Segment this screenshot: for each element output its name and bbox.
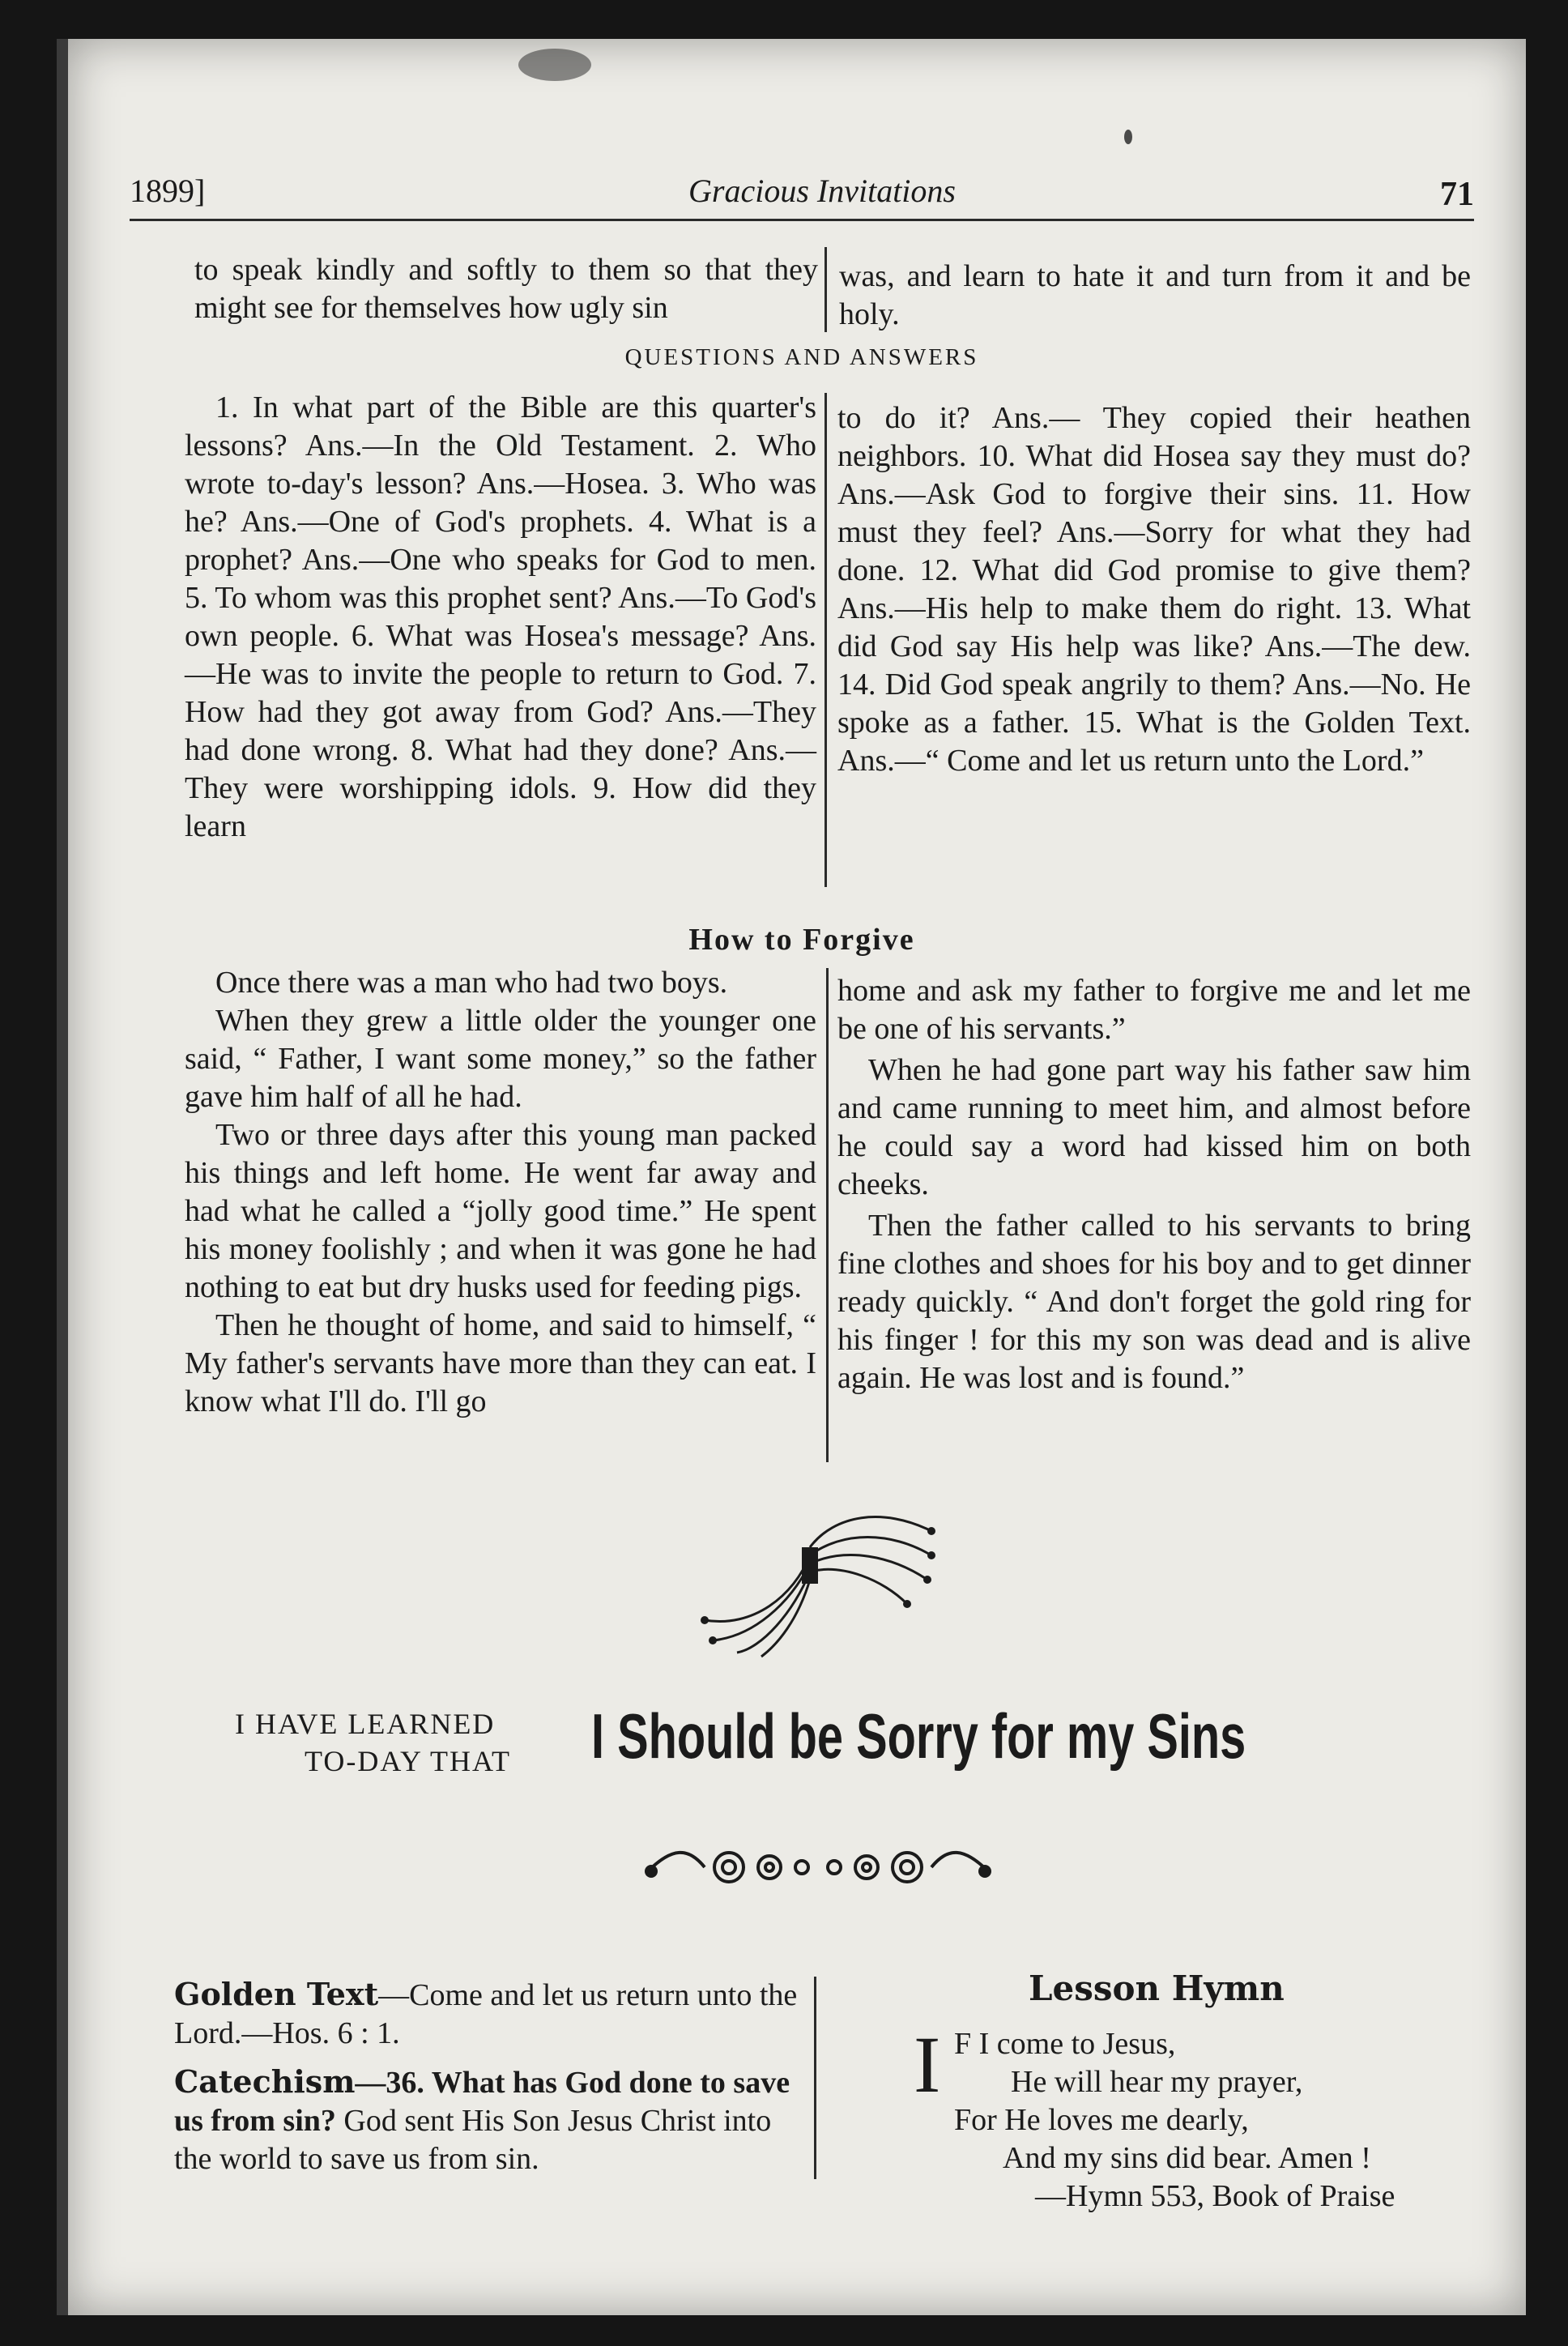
story-paragraph: When they grew a little older the younger one said, “ Father, I want some money,” so the father gave him half of all he had. xyxy=(185,1004,816,1114)
running-header xyxy=(130,154,1474,221)
story-title: How to Forgive xyxy=(688,923,915,957)
hymn-line: He will hear my prayer, xyxy=(1011,2065,1303,2099)
hymn-title: Lesson Hymn xyxy=(1029,1969,1285,2008)
learned-statement: I Should be Sorry for my Sins xyxy=(591,1700,1246,1772)
learned-line-1: I HAVE LEARNED xyxy=(235,1708,496,1740)
story-paragraph: home and ask my father to forgive me and let me be one of his servants.” xyxy=(837,974,1471,1046)
golden-text-label: Golden Text xyxy=(174,1976,379,2012)
catechism-label: Catechism xyxy=(174,2063,356,2100)
catechism xyxy=(174,2062,806,2178)
hymn-line: For He loves me dearly, xyxy=(954,2103,1249,2137)
continuation-right xyxy=(839,258,1471,334)
hymn-dropcap: I xyxy=(914,2020,941,2109)
qa-left-column xyxy=(185,389,816,846)
scan-smudge xyxy=(518,49,591,81)
column-divider xyxy=(824,393,827,887)
story-paragraph: Once there was a man who had two boys. xyxy=(215,966,728,1000)
golden-text-body: —Come and let us return unto the Lord.—Hos. 6 : 1. xyxy=(174,1978,798,2050)
page-number: 71 xyxy=(1440,176,1474,213)
golden-text-block xyxy=(174,1975,806,2178)
hymn-block xyxy=(914,2020,1448,2216)
qa-right-column xyxy=(837,399,1471,780)
story-right-column xyxy=(837,972,1471,1397)
continuation-left xyxy=(194,251,818,327)
story-paragraph: Two or three days after this young man packed his things and left home. He went far away and had what he called a “jolly good time.” He spent his money foolishly ; and when it was gone he had nothing to eat but dry husks used for feeding pigs. xyxy=(185,1118,816,1304)
learned-line-2: TO-DAY THAT xyxy=(305,1745,512,1777)
hymn-attribution: —Hymn 553, Book of Praise xyxy=(1035,2179,1395,2213)
qa-left-text: 1. In what part of the Bible are this quarter's lessons? Ans.—In the Old Testament. 2. Who wrote to-day's lesson? Ans.—Hosea. 3. Who was he? Ans.—One of God's prophets. 4. What is a prophet? Ans.—One who speaks for God to men. 5. To whom was this prophet sent? Ans.—To God's own people. 6. What was Hosea's message? Ans.—He was to invite the people to return to God. 7. How had they got away from God? Ans.—They had done wrong. 8. What had they done? Ans.—They were worshipping idols. 9. How did they learn xyxy=(185,390,816,843)
header-year: 1899] xyxy=(130,173,206,209)
column-divider xyxy=(824,247,827,332)
qa-right-text: to do it? Ans.— They copied their heathen neighbors. 10. What did Hosea say they must do? Ans.—Ask God to forgive their sins. 11. How must they feel? Ans.—Sorry for what they had done. 12. What did God promise to give them? Ans.—His help to make them do right. 13. What did God say His help was like? Ans.—The dew. 14. Did God speak angrily to them? Ans.—No. He spoke as a father. 15. What is the Golden Text. Ans.—“ Come and let us return unto the Lord.” xyxy=(837,401,1471,778)
story-left-column xyxy=(185,964,816,1421)
catechism-question: —36. What has God done to save us from sin? xyxy=(174,2066,790,2138)
qa-heading: QUESTIONS AND ANSWERS xyxy=(624,344,979,370)
scan-smudge xyxy=(1124,130,1132,144)
hymn-line: And my sins did bear. Amen ! xyxy=(1003,2141,1371,2175)
hymn-line: F I come to Jesus, xyxy=(954,2027,1176,2061)
continuation-right-text: was, and learn to hate it and turn from it and be holy. xyxy=(839,259,1471,331)
continuation-left-text: to speak kindly and softly to them so that they might see for themselves how ugly sin xyxy=(194,253,818,325)
scroll-ornament xyxy=(640,1839,996,1896)
swirl-ornament xyxy=(688,1499,956,1661)
story-paragraph: Then the father called to his servants to bring fine clothes and shoes for his boy and to get dinner ready quickly. “ And don't forget the gold ring for his finger ! for this my son was dead and is alive again. He was lost and is found.” xyxy=(837,1209,1471,1395)
story-paragraph: When he had gone part way his father saw him and came running to meet him, and almost before he could say a word had kissed him on both cheeks. xyxy=(837,1053,1471,1201)
learned-label xyxy=(235,1705,551,1780)
header-title: Gracious Invitations xyxy=(688,173,956,209)
catechism-answer: God sent His Son Jesus Christ into the world to save us from sin. xyxy=(174,2104,772,2176)
golden-text xyxy=(174,1975,806,2053)
column-divider xyxy=(826,968,829,1462)
story-paragraph: Then he thought of home, and said to himself, “ My father's servants have more than they can eat. I know what I'll do. I'll go xyxy=(185,1308,816,1418)
column-divider xyxy=(814,1977,816,2179)
